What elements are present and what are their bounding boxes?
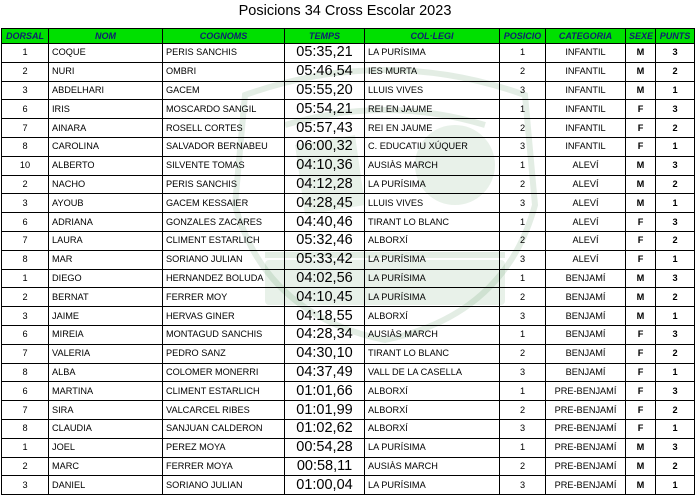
dorsal-cell: 3 bbox=[2, 194, 49, 213]
temps-cell: 04:37,49 bbox=[285, 363, 365, 382]
table-row bbox=[2, 438, 695, 457]
nom-cell: BERNAT bbox=[49, 288, 163, 307]
punts-cell: 2 bbox=[656, 288, 695, 307]
cognoms-cell: COLOMER MONERRI bbox=[163, 363, 285, 382]
cognoms-cell: SALVADOR BERNABEU bbox=[163, 137, 285, 156]
posicio-cell: 1 bbox=[500, 438, 546, 457]
sexe-cell: M bbox=[626, 476, 656, 495]
posicio-cell: 1 bbox=[500, 269, 546, 288]
punts-cell: 3 bbox=[656, 156, 695, 175]
temps-cell: 04:18,55 bbox=[285, 307, 365, 326]
nom-cell: AINARA bbox=[49, 119, 163, 138]
collegi-cell: LA PURÍSIMA bbox=[365, 250, 500, 269]
collegi-cell: AUSIÀS MARCH bbox=[365, 325, 500, 344]
collegi-cell: LLUIS VIVES bbox=[365, 194, 500, 213]
dorsal-cell: 8 bbox=[2, 419, 49, 438]
sexe-cell: M bbox=[626, 457, 656, 476]
collegi-cell: LA PURÍSIMA bbox=[365, 438, 500, 457]
collegi-cell: LA PURÍSIMA bbox=[365, 476, 500, 495]
column-header-dorsal: DORSAL bbox=[2, 29, 49, 44]
temps-cell: 05:46,54 bbox=[285, 62, 365, 81]
collegi-cell: LLUIS VIVES bbox=[365, 81, 500, 100]
sexe-cell: M bbox=[626, 156, 656, 175]
nom-cell: ABDELHARI bbox=[49, 81, 163, 100]
punts-cell: 1 bbox=[656, 363, 695, 382]
cognoms-cell: ROSELL CORTES bbox=[163, 119, 285, 138]
cognoms-cell: MOSCARDO SANGIL bbox=[163, 100, 285, 119]
posicio-cell: 1 bbox=[500, 382, 546, 401]
table-row bbox=[2, 44, 695, 63]
temps-cell: 05:33,42 bbox=[285, 250, 365, 269]
table-row bbox=[2, 401, 695, 420]
posicio-cell: 3 bbox=[500, 137, 546, 156]
categoria-cell: ALEVÍ bbox=[546, 250, 626, 269]
collegi-cell: C. EDUCATIU XÚQUER bbox=[365, 137, 500, 156]
punts-cell: 3 bbox=[656, 382, 695, 401]
temps-cell: 04:28,34 bbox=[285, 325, 365, 344]
categoria-cell: PRE-BENJAMÍ bbox=[546, 382, 626, 401]
table-row bbox=[2, 363, 695, 382]
temps-cell: 05:54,21 bbox=[285, 100, 365, 119]
table-row bbox=[2, 62, 695, 81]
punts-cell: 2 bbox=[656, 231, 695, 250]
posicio-cell: 2 bbox=[500, 119, 546, 138]
collegi-cell: AUSIÀS MARCH bbox=[365, 457, 500, 476]
column-header-punts: PUNTS bbox=[656, 29, 695, 44]
sexe-cell: F bbox=[626, 344, 656, 363]
nom-cell: DANIEL bbox=[49, 476, 163, 495]
punts-cell: 3 bbox=[656, 325, 695, 344]
collegi-cell: LA PURÍSIMA bbox=[365, 288, 500, 307]
table-row bbox=[2, 81, 695, 100]
table-row bbox=[2, 156, 695, 175]
posicio-cell: 3 bbox=[500, 363, 546, 382]
posicio-cell: 2 bbox=[500, 231, 546, 250]
categoria-cell: INFANTIL bbox=[546, 44, 626, 63]
table-row bbox=[2, 307, 695, 326]
punts-cell: 1 bbox=[656, 307, 695, 326]
temps-cell: 04:40,46 bbox=[285, 213, 365, 232]
categoria-cell: PRE-BENJAMÍ bbox=[546, 401, 626, 420]
table-row bbox=[2, 137, 695, 156]
temps-cell: 05:57,43 bbox=[285, 119, 365, 138]
punts-cell: 3 bbox=[656, 100, 695, 119]
dorsal-cell: 3 bbox=[2, 476, 49, 495]
cognoms-cell: CLIMENT ESTARLICH bbox=[163, 231, 285, 250]
nom-cell: NACHO bbox=[49, 175, 163, 194]
table-row bbox=[2, 325, 695, 344]
punts-cell: 2 bbox=[656, 457, 695, 476]
nom-cell: MARTINA bbox=[49, 382, 163, 401]
sexe-cell: M bbox=[626, 307, 656, 326]
categoria-cell: INFANTIL bbox=[546, 137, 626, 156]
posicio-cell: 1 bbox=[500, 156, 546, 175]
page-title: Posicions 34 Cross Escolar 2023 bbox=[238, 3, 452, 19]
temps-cell: 04:10,36 bbox=[285, 156, 365, 175]
categoria-cell: PRE-BENJAMÍ bbox=[546, 476, 626, 495]
dorsal-cell: 2 bbox=[2, 175, 49, 194]
punts-cell: 2 bbox=[656, 119, 695, 138]
collegi-cell: LA PURÍSIMA bbox=[365, 44, 500, 63]
sexe-cell: F bbox=[626, 325, 656, 344]
table-row bbox=[2, 476, 695, 495]
nom-cell: SIRA bbox=[49, 401, 163, 420]
posicio-cell: 3 bbox=[500, 194, 546, 213]
posicio-cell: 3 bbox=[500, 307, 546, 326]
column-header-nom: NOM bbox=[49, 29, 163, 44]
table-row bbox=[2, 213, 695, 232]
cognoms-cell: PEREZ MOYA bbox=[163, 438, 285, 457]
collegi-cell: ALBORXÍ bbox=[365, 307, 500, 326]
dorsal-cell: 1 bbox=[2, 269, 49, 288]
dorsal-cell: 1 bbox=[2, 44, 49, 63]
collegi-cell: LA PURÍSIMA bbox=[365, 269, 500, 288]
temps-cell: 05:35,21 bbox=[285, 44, 365, 63]
column-header-categoria: CATEGORIA bbox=[546, 29, 626, 44]
cognoms-cell: SILVENTE TOMAS bbox=[163, 156, 285, 175]
nom-cell: CLAUDIA bbox=[49, 419, 163, 438]
punts-cell: 3 bbox=[656, 269, 695, 288]
temps-cell: 04:30,10 bbox=[285, 344, 365, 363]
results-table bbox=[1, 28, 695, 495]
nom-cell: JAIME bbox=[49, 307, 163, 326]
sexe-cell: M bbox=[626, 44, 656, 63]
categoria-cell: ALEVÍ bbox=[546, 156, 626, 175]
temps-cell: 01:01,66 bbox=[285, 382, 365, 401]
cognoms-cell: GONZALES ZACARES bbox=[163, 213, 285, 232]
collegi-cell: ALBORXÍ bbox=[365, 419, 500, 438]
table-row bbox=[2, 382, 695, 401]
cognoms-cell: GACEM KESSAIER bbox=[163, 194, 285, 213]
categoria-cell: PRE-BENJAMÍ bbox=[546, 438, 626, 457]
temps-cell: 01:02,62 bbox=[285, 419, 365, 438]
punts-cell: 2 bbox=[656, 401, 695, 420]
punts-cell: 1 bbox=[656, 81, 695, 100]
posicio-cell: 3 bbox=[500, 476, 546, 495]
posicio-cell: 1 bbox=[500, 213, 546, 232]
sexe-cell: F bbox=[626, 231, 656, 250]
categoria-cell: INFANTIL bbox=[546, 62, 626, 81]
cognoms-cell: CLIMENT ESTARLICH bbox=[163, 382, 285, 401]
collegi-cell: TIRANT LO BLANC bbox=[365, 344, 500, 363]
punts-cell: 1 bbox=[656, 194, 695, 213]
punts-cell: 1 bbox=[656, 250, 695, 269]
posicio-cell: 3 bbox=[500, 250, 546, 269]
punts-cell: 3 bbox=[656, 213, 695, 232]
dorsal-cell: 2 bbox=[2, 62, 49, 81]
categoria-cell: INFANTIL bbox=[546, 81, 626, 100]
collegi-cell: REI EN JAUME bbox=[365, 100, 500, 119]
dorsal-cell: 7 bbox=[2, 231, 49, 250]
posicio-cell: 1 bbox=[500, 44, 546, 63]
column-header-collegi: COL·LEGI bbox=[365, 29, 500, 44]
dorsal-cell: 1 bbox=[2, 438, 49, 457]
cognoms-cell: MONTAGUD SANCHIS bbox=[163, 325, 285, 344]
cognoms-cell: FERRER MOYA bbox=[163, 457, 285, 476]
categoria-cell: ALEVÍ bbox=[546, 231, 626, 250]
categoria-cell: BENJAMÍ bbox=[546, 288, 626, 307]
categoria-cell: ALEVÍ bbox=[546, 194, 626, 213]
sexe-cell: M bbox=[626, 438, 656, 457]
posicio-cell: 2 bbox=[500, 175, 546, 194]
temps-cell: 01:00,04 bbox=[285, 476, 365, 495]
sexe-cell: M bbox=[626, 81, 656, 100]
collegi-cell: TIRANT LO BLANC bbox=[365, 213, 500, 232]
table-row bbox=[2, 250, 695, 269]
collegi-cell: REI EN JAUME bbox=[365, 119, 500, 138]
temps-cell: 00:54,28 bbox=[285, 438, 365, 457]
table-row bbox=[2, 231, 695, 250]
dorsal-cell: 8 bbox=[2, 363, 49, 382]
dorsal-cell: 7 bbox=[2, 344, 49, 363]
collegi-cell: ALBORXÍ bbox=[365, 401, 500, 420]
table-row bbox=[2, 457, 695, 476]
posicio-cell: 2 bbox=[500, 401, 546, 420]
table-row bbox=[2, 175, 695, 194]
sexe-cell: F bbox=[626, 213, 656, 232]
dorsal-cell: 3 bbox=[2, 81, 49, 100]
cognoms-cell: GACEM bbox=[163, 81, 285, 100]
nom-cell: ADRIANA bbox=[49, 213, 163, 232]
cognoms-cell: SANJUAN CALDERON bbox=[163, 419, 285, 438]
column-header-temps: TEMPS bbox=[285, 29, 365, 44]
categoria-cell: INFANTIL bbox=[546, 119, 626, 138]
temps-cell: 04:10,45 bbox=[285, 288, 365, 307]
categoria-cell: BENJAMÍ bbox=[546, 269, 626, 288]
dorsal-cell: 7 bbox=[2, 119, 49, 138]
categoria-cell: BENJAMÍ bbox=[546, 344, 626, 363]
posicio-cell: 1 bbox=[500, 100, 546, 119]
nom-cell: NURI bbox=[49, 62, 163, 81]
sexe-cell: F bbox=[626, 250, 656, 269]
sexe-cell: M bbox=[626, 175, 656, 194]
temps-cell: 04:12,28 bbox=[285, 175, 365, 194]
dorsal-cell: 8 bbox=[2, 137, 49, 156]
dorsal-cell: 2 bbox=[2, 288, 49, 307]
dorsal-cell: 6 bbox=[2, 213, 49, 232]
nom-cell: VALERIA bbox=[49, 344, 163, 363]
nom-cell: CAROLINA bbox=[49, 137, 163, 156]
collegi-cell: LA PURÍSIMA bbox=[365, 175, 500, 194]
sexe-cell: F bbox=[626, 382, 656, 401]
dorsal-cell: 7 bbox=[2, 401, 49, 420]
nom-cell: MIREIA bbox=[49, 325, 163, 344]
punts-cell: 3 bbox=[656, 438, 695, 457]
cognoms-cell: OMBRI bbox=[163, 62, 285, 81]
dorsal-cell: 8 bbox=[2, 250, 49, 269]
nom-cell: COQUE bbox=[49, 44, 163, 63]
categoria-cell: ALEVÍ bbox=[546, 213, 626, 232]
posicio-cell: 2 bbox=[500, 344, 546, 363]
temps-cell: 00:58,11 bbox=[285, 457, 365, 476]
sexe-cell: M bbox=[626, 288, 656, 307]
categoria-cell: BENJAMÍ bbox=[546, 307, 626, 326]
posicio-cell: 2 bbox=[500, 457, 546, 476]
posicio-cell: 3 bbox=[500, 419, 546, 438]
punts-cell: 1 bbox=[656, 476, 695, 495]
nom-cell: MARC bbox=[49, 457, 163, 476]
dorsal-cell: 6 bbox=[2, 382, 49, 401]
temps-cell: 06:00,32 bbox=[285, 137, 365, 156]
temps-cell: 05:32,46 bbox=[285, 231, 365, 250]
table-row bbox=[2, 288, 695, 307]
posicio-cell: 2 bbox=[500, 62, 546, 81]
posicio-cell: 3 bbox=[500, 81, 546, 100]
column-header-posicio: POSICIO bbox=[500, 29, 546, 44]
punts-cell: 2 bbox=[656, 175, 695, 194]
punts-cell: 1 bbox=[656, 419, 695, 438]
cognoms-cell: PERIS SANCHIS bbox=[163, 175, 285, 194]
categoria-cell: BENJAMÍ bbox=[546, 325, 626, 344]
posicio-cell: 1 bbox=[500, 325, 546, 344]
table-row bbox=[2, 100, 695, 119]
nom-cell: AYOUB bbox=[49, 194, 163, 213]
cognoms-cell: HERNANDEZ BOLUDA bbox=[163, 269, 285, 288]
cognoms-cell: PEDRO SANZ bbox=[163, 344, 285, 363]
dorsal-cell: 6 bbox=[2, 100, 49, 119]
table-row bbox=[2, 419, 695, 438]
table-row bbox=[2, 344, 695, 363]
table-header-row bbox=[2, 29, 695, 44]
categoria-cell: PRE-BENJAMÍ bbox=[546, 419, 626, 438]
posicio-cell: 2 bbox=[500, 288, 546, 307]
nom-cell: DIEGO bbox=[49, 269, 163, 288]
nom-cell: IRIS bbox=[49, 100, 163, 119]
categoria-cell: ALEVÍ bbox=[546, 175, 626, 194]
sexe-cell: F bbox=[626, 401, 656, 420]
sexe-cell: F bbox=[626, 100, 656, 119]
dorsal-cell: 6 bbox=[2, 325, 49, 344]
punts-cell: 2 bbox=[656, 62, 695, 81]
temps-cell: 05:55,20 bbox=[285, 81, 365, 100]
table-row bbox=[2, 269, 695, 288]
nom-cell: JOEL bbox=[49, 438, 163, 457]
table-row bbox=[2, 119, 695, 138]
cognoms-cell: FERRER MOY bbox=[163, 288, 285, 307]
cognoms-cell: SORIANO JULIAN bbox=[163, 250, 285, 269]
dorsal-cell: 3 bbox=[2, 307, 49, 326]
temps-cell: 04:02,56 bbox=[285, 269, 365, 288]
punts-cell: 3 bbox=[656, 44, 695, 63]
cognoms-cell: VALCARCEL RIBES bbox=[163, 401, 285, 420]
punts-cell: 1 bbox=[656, 137, 695, 156]
column-header-sexe: SEXE bbox=[626, 29, 656, 44]
categoria-cell: PRE-BENJAMÍ bbox=[546, 457, 626, 476]
collegi-cell: AUSIÀS MARCH bbox=[365, 156, 500, 175]
cognoms-cell: PERIS SANCHIS bbox=[163, 44, 285, 63]
collegi-cell: IES MURTA bbox=[365, 62, 500, 81]
temps-cell: 04:28,45 bbox=[285, 194, 365, 213]
column-header-cognoms: COGNOMS bbox=[163, 29, 285, 44]
collegi-cell: VALL DE LA CASELLA bbox=[365, 363, 500, 382]
sexe-cell: F bbox=[626, 419, 656, 438]
categoria-cell: BENJAMÍ bbox=[546, 363, 626, 382]
cognoms-cell: SORIANO JULIAN bbox=[163, 476, 285, 495]
sexe-cell: M bbox=[626, 62, 656, 81]
collegi-cell: ALBORXÍ bbox=[365, 382, 500, 401]
table-body bbox=[2, 44, 695, 495]
nom-cell: LAURA bbox=[49, 231, 163, 250]
punts-cell: 2 bbox=[656, 344, 695, 363]
sexe-cell: F bbox=[626, 363, 656, 382]
nom-cell: MAR bbox=[49, 250, 163, 269]
sexe-cell: F bbox=[626, 119, 656, 138]
dorsal-cell: 2 bbox=[2, 457, 49, 476]
categoria-cell: INFANTIL bbox=[546, 100, 626, 119]
collegi-cell: ALBORXÍ bbox=[365, 231, 500, 250]
sexe-cell: F bbox=[626, 137, 656, 156]
nom-cell: ALBERTO bbox=[49, 156, 163, 175]
table-row bbox=[2, 194, 695, 213]
sexe-cell: M bbox=[626, 269, 656, 288]
dorsal-cell: 10 bbox=[2, 156, 49, 175]
nom-cell: ALBA bbox=[49, 363, 163, 382]
cognoms-cell: HERVAS GINER bbox=[163, 307, 285, 326]
temps-cell: 01:01,99 bbox=[285, 401, 365, 420]
sexe-cell: M bbox=[626, 194, 656, 213]
